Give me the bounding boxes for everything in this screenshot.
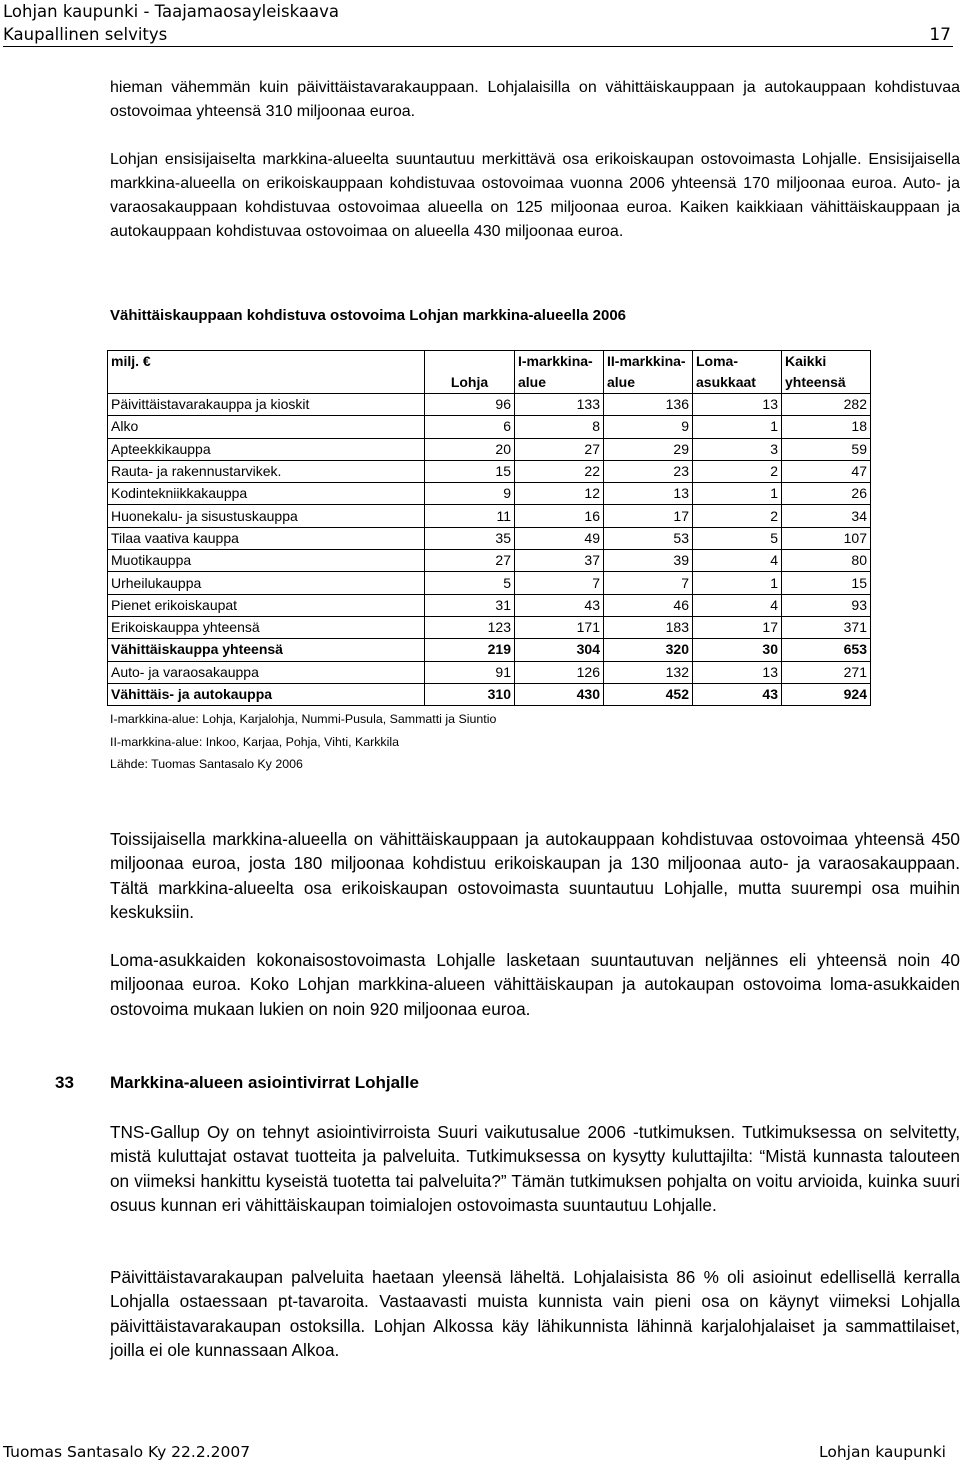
row-value: 29 (604, 438, 693, 460)
row-value: 59 (782, 438, 871, 460)
row-label: Vähittäiskauppa yhteensä (108, 639, 425, 661)
row-value: 653 (782, 639, 871, 661)
row-value: 271 (782, 661, 871, 683)
row-value: 39 (604, 550, 693, 572)
row-value: 1 (693, 416, 782, 438)
document-title: Lohjan kaupunki - Taajamaosayleiskaava (3, 2, 339, 21)
table-row (108, 394, 871, 416)
page-number: 17 (929, 25, 951, 45)
row-value: 31 (425, 594, 515, 616)
paragraph-intro: hieman vähemmän kuin päivittäistavarakauppaan. Lohjalaisilla on vähittäiskauppaan ja autokauppaan kohdistuvaa ostovoimaa yhteensä 310 miljoonaa euroa. (110, 79, 960, 120)
row-value: 8 (515, 416, 604, 438)
row-value: 132 (604, 661, 693, 683)
row-value: 15 (425, 460, 515, 482)
row-value: 22 (515, 460, 604, 482)
section-title: Markkina-alueen asiointivirrat Lohjalle (110, 1073, 419, 1092)
page-footer (3, 1443, 946, 1465)
row-value: 91 (425, 661, 515, 683)
row-label: Erikoiskauppa yhteensä (108, 616, 425, 638)
row-label: Rauta- ja rakennustarvikek. (108, 460, 425, 482)
row-value: 371 (782, 616, 871, 638)
section-number: 33 (55, 1073, 74, 1092)
header-holiday-top: Loma- (693, 351, 782, 373)
row-value: 46 (604, 594, 693, 616)
row-value: 17 (604, 505, 693, 527)
table-row (108, 483, 871, 505)
table-row (108, 616, 871, 638)
row-label: Urheilukauppa (108, 572, 425, 594)
row-value: 2 (693, 460, 782, 482)
table-row (108, 416, 871, 438)
row-value: 30 (693, 639, 782, 661)
row-value: 27 (425, 550, 515, 572)
paragraph-daily-goods: Päivittäistavarakaupan palveluita haetaan yleensä läheltä. Lohjalaisista 86 % oli asioinut edellisellä kerralla Lohjalla ostaessaan pt-tavaroita. Vastaavasti muista kunnista vain pieni osa on käynyt viimeksi Lohjalla päivittäistavarakaupan ostoksilla. Lohjan Alkossa käy lähikunnista lähinnä karjalohjalaiset ja sammattilaiset, joilla ei ole kunnassaan Alkoa. (110, 1267, 960, 1361)
table-row (108, 505, 871, 527)
row-value: 18 (782, 416, 871, 438)
row-value: 430 (515, 683, 604, 705)
header-lohja-top (425, 351, 515, 373)
header-total-top: Kaikki (782, 351, 871, 373)
row-value: 171 (515, 616, 604, 638)
row-label: Alko (108, 416, 425, 438)
row-value: 47 (782, 460, 871, 482)
row-value: 219 (425, 639, 515, 661)
row-value: 9 (425, 483, 515, 505)
table-note-area2: II-markkina-alue: Inkoo, Karjaa, Pohja, Vihti, Karkkila (110, 735, 400, 749)
row-value: 13 (604, 483, 693, 505)
table-header-row-top (108, 351, 871, 373)
row-value: 136 (604, 394, 693, 416)
table-row (108, 527, 871, 549)
row-value: 43 (515, 594, 604, 616)
row-value: 12 (515, 483, 604, 505)
paragraph-primary-area: Lohjan ensisijaiselta markkina-alueelta suuntautuu merkittävä osa erikoiskaupan ostovoimasta Lohjalle. Ensisijaisella markkina-alueella on erikoiskauppaan kohdistuvaa ostovoimaa vuonna 2006 yhteensä 170 miljoonaa euroa. Auto- ja varaosakauppaan kohdistuvaa ostovoimaa alueella on 125 miljoonaa euroa. Kaiken kaikkiaan vähittäiskauppaan ja autokauppaan kohdistuvaa ostovoimaa on alueella 430 miljoonaa euroa. (110, 151, 960, 240)
header-lohja: Lohja (425, 372, 515, 394)
header-holiday: asukkaat (693, 372, 782, 394)
row-value: 4 (693, 594, 782, 616)
header-area2-top: II-markkina- (604, 351, 693, 373)
paragraph-holiday-residents: Loma-asukkaiden kokonaisostovoimasta Lohjalle lasketaan suuntautuvan neljännes eli yhteensä noin 40 miljoonaa euroa. Koko Lohjan markkina-alueen vähittäiskaupan ja autokaupan ostovoima loma-asukkaiden ostovoima mukaan lukien on noin 920 miljoonaa euroa. (110, 950, 960, 1019)
page-header (3, 0, 953, 47)
row-value: 27 (515, 438, 604, 460)
row-value: 20 (425, 438, 515, 460)
row-value: 123 (425, 616, 515, 638)
row-value: 310 (425, 683, 515, 705)
table-row (108, 550, 871, 572)
header-total: yhteensä (782, 372, 871, 394)
table-body (108, 394, 871, 706)
row-value: 183 (604, 616, 693, 638)
row-value: 452 (604, 683, 693, 705)
row-value: 34 (782, 505, 871, 527)
header-area1-top: I-markkina- (515, 351, 604, 373)
header-area1: alue (515, 372, 604, 394)
row-value: 13 (693, 661, 782, 683)
row-label: Huonekalu- ja sisustuskauppa (108, 505, 425, 527)
row-value: 53 (604, 527, 693, 549)
table-row (108, 438, 871, 460)
row-value: 35 (425, 527, 515, 549)
purchasing-power-table (107, 350, 871, 706)
row-value: 11 (425, 505, 515, 527)
row-value: 16 (515, 505, 604, 527)
paragraph-survey: TNS-Gallup Oy on tehnyt asiointivirroista Suuri vaikutusalue 2006 -tutkimuksen. Tutkimuksessa on selvitetty, mistä kuluttajat ostavat tuotteita ja palveluita. Tutkimuksessa on kysytty kuluttajilta: “Mistä kunnasta talouteen on viimeksi hankittu kyseistä tuotetta tai palveluita?” Tämän tutkimuksen pohjalta on voitu arvioida, kuinka suuri osuus kunnan eri vähittäiskaupan toimialojen ostovoimasta suuntautuu Lohjalle. (110, 1122, 960, 1216)
row-value: 96 (425, 394, 515, 416)
row-value: 23 (604, 460, 693, 482)
row-value: 80 (782, 550, 871, 572)
row-label: Muotikauppa (108, 550, 425, 572)
row-value: 7 (604, 572, 693, 594)
row-value: 6 (425, 416, 515, 438)
row-value: 126 (515, 661, 604, 683)
row-value: 3 (693, 438, 782, 460)
row-value: 2 (693, 505, 782, 527)
table-row (108, 460, 871, 482)
row-value: 304 (515, 639, 604, 661)
table-row (108, 572, 871, 594)
row-value: 26 (782, 483, 871, 505)
document-subtitle-row (3, 24, 953, 47)
row-value: 9 (604, 416, 693, 438)
table-title: Vähittäiskauppaan kohdistuva ostovoima Lohjan markkina-alueella 2006 (110, 307, 627, 324)
row-label: Auto- ja varaosakauppa (108, 661, 425, 683)
row-value: 107 (782, 527, 871, 549)
row-value: 133 (515, 394, 604, 416)
row-label: Vähittäis- ja autokauppa (108, 683, 425, 705)
paragraph-secondary-area: Toissijaisella markkina-alueella on vähittäiskauppaan ja autokauppaan kohdistuvaa ostovoimaa yhteensä 450 miljoonaa euroa, josta 180 miljoonaa kohdistuu erikoiskaupan ja 130 miljoonaa auto- ja varaosakauppaan. Tältä markkina-alueelta osa erikoiskaupan ostovoimasta suuntautuu Lohjalle, mutta suurempi osa muihin keskuksiin. (110, 829, 960, 923)
row-value: 43 (693, 683, 782, 705)
row-value: 320 (604, 639, 693, 661)
row-value: 1 (693, 572, 782, 594)
row-value: 1 (693, 483, 782, 505)
row-value: 49 (515, 527, 604, 549)
row-label: Tilaa vaativa kauppa (108, 527, 425, 549)
table-note-area1: I-markkina-alue: Lohja, Karjalohja, Nummi-Pusula, Sammatti ja Siuntio (110, 712, 497, 726)
table-source: Lähde: Tuomas Santasalo Ky 2006 (110, 757, 303, 771)
row-value: 5 (425, 572, 515, 594)
footer-client: Lohjan kaupunki (818, 1443, 946, 1461)
row-value: 4 (693, 550, 782, 572)
table-row (108, 594, 871, 616)
row-value: 15 (782, 572, 871, 594)
row-label: Apteekkikauppa (108, 438, 425, 460)
row-value: 924 (782, 683, 871, 705)
footer-author-date: Tuomas Santasalo Ky 22.2.2007 (3, 1443, 251, 1461)
row-value: 5 (693, 527, 782, 549)
row-value: 7 (515, 572, 604, 594)
row-value: 93 (782, 594, 871, 616)
table-header-row-bottom (108, 372, 871, 394)
table-row (108, 639, 871, 661)
row-label: Päivittäistavarakauppa ja kioskit (108, 394, 425, 416)
row-label: Pienet erikoiskaupat (108, 594, 425, 616)
document-subtitle: Kaupallinen selvitys (3, 25, 168, 44)
row-value: 13 (693, 394, 782, 416)
row-value: 17 (693, 616, 782, 638)
table-row (108, 683, 871, 705)
row-value: 37 (515, 550, 604, 572)
header-blank (108, 372, 425, 394)
row-label: Kodintekniikkakauppa (108, 483, 425, 505)
unit-header: milj. € (108, 351, 425, 373)
row-value: 282 (782, 394, 871, 416)
table-row (108, 661, 871, 683)
header-area2: alue (604, 372, 693, 394)
